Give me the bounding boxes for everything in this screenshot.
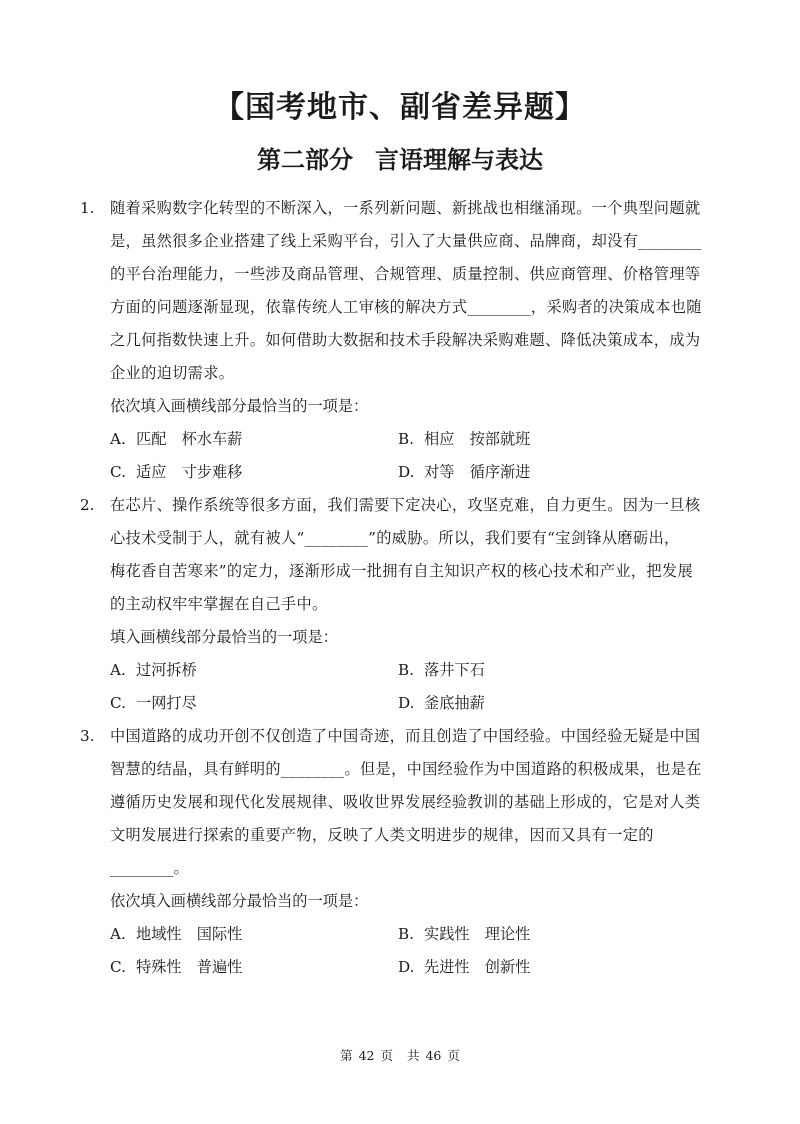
page-title: 【国考地市、副省差异题】	[214, 90, 586, 125]
question-stem-line: 文明发展进行探索的重要产物，反映了人类文明进步的规律，因而又具有一定的	[110, 826, 654, 844]
footer-total-pages: 46	[425, 1048, 442, 1063]
footer-current-page: 42	[358, 1048, 375, 1063]
option-row	[80, 918, 720, 951]
question-stem-line: 之几何指数快速上升。如何借助大数据和技术手段解决采购难题、降低决策成本，成为	[110, 331, 701, 349]
footer-total-suffix: 页	[447, 1048, 460, 1063]
option-b[interactable]: B. 实践性 理论性	[398, 925, 531, 943]
option-c[interactable]: C. 适应 寸步难移	[110, 463, 243, 481]
question-stem-line: 方面的问题逐渐显现，依靠传统人工审核的解决方式________，采购者的决策成本也随	[110, 298, 702, 316]
question-stem-line: 智慧的结晶，具有鲜明的________。但是，中国经验作为中国道路的积极成果，也是在	[110, 760, 702, 778]
page-footer	[0, 1046, 800, 1064]
question-stem-line: 企业的迫切需求。	[110, 364, 235, 382]
option-b[interactable]: B. 相应 按部就班	[398, 430, 531, 448]
option-c[interactable]: C. 特殊性 普遍性	[110, 958, 243, 976]
footer-total-prefix: 共	[406, 1048, 420, 1063]
option-d[interactable]: D. 先进性 创新性	[398, 958, 531, 976]
question-stem-line: 梅花香自苦寒来”的定力，逐渐形成一批拥有自主知识产权的核心技术和产业，把发展	[110, 562, 694, 580]
option-row	[80, 951, 720, 984]
section-part: 第二部分	[257, 146, 353, 174]
option-c[interactable]: C. 一网打尽	[110, 694, 197, 712]
section-heading	[0, 140, 800, 175]
question-stem-line: 的平台治理能力，一些涉及商品管理、合规管理、质量控制、供应商管理、价格管理等	[110, 265, 701, 283]
question-number: 3.	[80, 727, 95, 745]
question-3	[80, 720, 720, 984]
option-d[interactable]: D. 对等 循序渐进	[398, 463, 531, 481]
question-2	[80, 489, 720, 720]
option-b[interactable]: B. 落井下石	[398, 661, 485, 679]
question-number: 1.	[80, 199, 95, 217]
question-stem-line: 遵循历史发展和现代化发展规律、吸收世界发展经验教训的基础上形成的，它是对人类	[110, 793, 701, 811]
question-number: 2.	[80, 496, 95, 514]
footer-page-prefix: 第	[340, 1048, 353, 1063]
option-row	[80, 654, 720, 687]
question-prompt: 填入画横线部分最恰当的一项是：	[110, 628, 338, 646]
question-stem-line: ________。	[110, 859, 190, 877]
question-stem-line: 1. 随着采购数字化转型的不断深入，一系列新问题、新挑战也相继涌现。一个典型问题就	[80, 192, 720, 225]
option-a[interactable]: A. 地域性 国际性	[110, 925, 243, 943]
question-stem-line: 2. 在芯片、操作系统等很多方面，我们需要下定决心，攻坚克难，自力更生。因为一旦核	[80, 489, 720, 522]
footer-page-word: 页	[380, 1048, 394, 1063]
option-row	[80, 423, 720, 456]
question-stem-line: 心技术受制于人，就有被人“________”的威胁。所以，我们要有“宝剑锋从磨砺出，	[110, 529, 680, 547]
option-d[interactable]: D. 釜底抽薪	[398, 694, 485, 712]
option-a[interactable]: A. 匹配 杯水车薪	[110, 430, 243, 448]
option-row	[80, 687, 720, 720]
question-prompt: 依次填入画横线部分最恰当的一项是：	[110, 892, 369, 910]
option-row	[80, 456, 720, 489]
question-stem-line: 的主动权牢牢掌握在自己手中。	[110, 595, 328, 613]
question-1	[80, 192, 720, 489]
option-a[interactable]: A. 过河拆桥	[110, 661, 197, 679]
question-stem-line: 是，虽然很多企业搭建了线上采购平台，引入了大量供应商、品牌商，却没有________	[110, 232, 702, 250]
question-stem-line: 3. 中国道路的成功开创不仅创造了中国奇迹，而且创造了中国经验。中国经验无疑是中国	[80, 720, 720, 753]
section-name: 言语理解与表达	[375, 146, 543, 174]
question-prompt: 依次填入画横线部分最恰当的一项是：	[110, 397, 369, 415]
